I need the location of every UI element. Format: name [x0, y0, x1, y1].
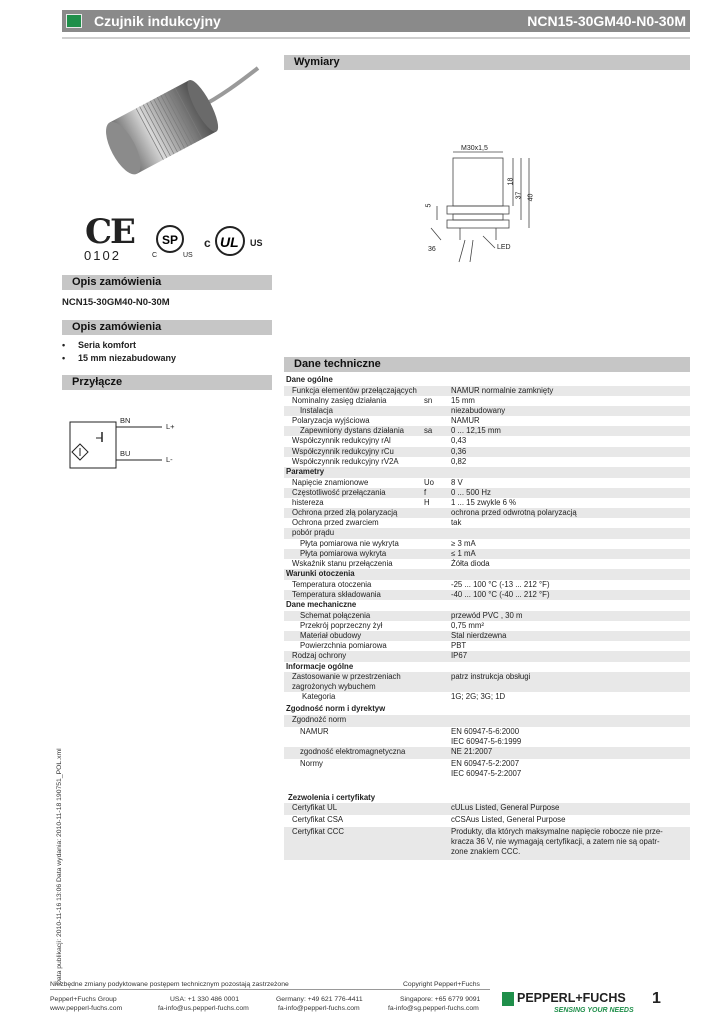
feature-item: • 15 mm niezabudowany	[62, 353, 177, 363]
model-number: NCN15-30GM40-N0-30M	[527, 13, 686, 29]
page-number: 1	[652, 990, 661, 1007]
csa-c-label: C	[152, 252, 158, 259]
group-header: Informacje ogólne	[286, 661, 354, 671]
table-row: Polaryzacja wyjściowa NAMUR	[292, 416, 480, 426]
ce-mark: CE	[85, 212, 134, 252]
table-row: Certyfikat CSA cCSAus Listed, General Purpose	[292, 815, 566, 825]
sensor-photo	[80, 62, 260, 197]
footer-disclaimer: Niezbędne zmiany podyktowane postępem technicznym pozostają zastrzeżone	[50, 981, 289, 988]
table-row: Temperatura składowania -40 ... 100 °C (-40 ... 212 °F)	[284, 590, 690, 600]
group-header: Dane ogólne	[286, 375, 333, 384]
dimension-drawing	[425, 140, 545, 265]
publication-note: Data publikacji: 2010-11-16 13:06 Data wydania: 2010-11-18 190751_POL.xml	[56, 748, 63, 985]
dim-5: 5	[425, 203, 433, 208]
table-row: histereza H 1 ... 15 zwykle 6 %	[292, 497, 517, 507]
order-value: NCN15-30GM40-N0-30M	[62, 297, 170, 308]
table-row: Funkcja elementów przełączających NAMUR normalnie zamknięty	[284, 386, 690, 396]
table-row: Temperatura otoczenia -25 ... 100 °C (-13 ... 212 °F)	[292, 579, 550, 589]
table-row: Współczynnik redukcyjny rV2A 0,82	[292, 456, 467, 466]
dim-36: 36	[428, 246, 436, 253]
tech-table	[284, 375, 690, 860]
table-row: Wskaźnik stanu przełączenia Żółta dioda	[292, 559, 490, 568]
table-row: Normy EN 60947-5-2:2007 IEC 60947-5-2:2007	[300, 758, 522, 778]
group-header: Zgodność norm i dyrektyw	[286, 704, 386, 714]
ul-c-label: c	[204, 236, 211, 250]
table-row: Ochrona przed zwarciem tak	[292, 518, 462, 528]
table-row: Zapewniony dystans działania sa 0 ... 12,15 mm	[284, 426, 690, 436]
table-row: Płyta pomiarowa nie wykryta ≥ 3 mA	[300, 538, 476, 548]
table-row: Certyfikat CCC Produkty, dla których maksymalne napięcie robocze nie prze- kracza 36 V, nie wymagają certyfikacji, a zatem nie są opatr- zone znakiem CCC.	[284, 827, 690, 860]
footer-sg-email[interactable]: fa-info@sg.pepperl-fuchs.com	[388, 1005, 479, 1012]
conn-bu-label: BU	[120, 449, 131, 458]
group-header: Parametry	[284, 467, 690, 478]
table-row: Instalacja niezabudowany	[284, 406, 690, 416]
table-row: Zastosowanie w przestrzeniach zagrożonych wybuchem patrz instrukcja obsługi	[284, 672, 690, 692]
footer-group: Pepperl+Fuchs Group	[50, 996, 117, 1003]
table-row: pobór prądu	[284, 528, 690, 538]
table-row: Schemat połączenia przewód PVC , 30 m	[284, 611, 690, 621]
tech-heading: Dane techniczne	[284, 357, 690, 372]
footer-sg-phone: Singapore: +65 6779 9091	[400, 996, 481, 1003]
table-row: NAMUR EN 60947-5-6:2000 IEC 60947-5-6:1999	[300, 726, 522, 746]
footer-de-email[interactable]: fa-info@pepperl-fuchs.com	[278, 1005, 360, 1012]
ce-number: 0102	[84, 248, 121, 263]
features-heading: Opis zamówienia	[62, 320, 272, 335]
ul-icon	[213, 224, 247, 258]
footer-web-link[interactable]: www.pepperl-fuchs.com	[50, 1005, 123, 1012]
conn-bn-label: BN	[120, 416, 131, 425]
table-row: Materiał obudowy Stal nierdzewna	[284, 631, 690, 641]
table-row: Nominalny zasięg działania sn 15 mm	[292, 395, 475, 405]
logo-tagline: SENSING YOUR NEEDS	[554, 1007, 634, 1014]
footer-copyright: Copyright Pepperl+Fuchs	[403, 981, 480, 988]
feature-item: • Seria komfort	[62, 340, 137, 350]
table-row: Zgodnożć norm	[284, 715, 690, 727]
conn-lplus-label: L+	[166, 422, 175, 431]
table-row: Częstotliwość przełączania f 0 ... 500 Hz	[284, 488, 690, 498]
page-title: Czujnik indukcyjny	[94, 13, 221, 29]
group-header: Zezwolenia i certyfikaty	[288, 792, 376, 802]
group-header: Warunki otoczenia	[284, 569, 690, 580]
ul-us-label: US	[250, 238, 263, 248]
dim-18: 18	[507, 177, 515, 186]
table-row: Napięcie znamionowe Uo 8 V	[292, 477, 463, 487]
dim-37: 37	[515, 191, 523, 200]
table-row: Powierzchnia pomiarowa PBT	[300, 641, 467, 651]
table-row: Przekrój poprzeczny żył 0,75 mm²	[300, 620, 484, 630]
table-row: Współczynnik redukcyjny rAl 0,43	[292, 436, 467, 446]
table-row: Ochrona przed złą polaryzacją ochrona przed odwrotną polaryzacją	[284, 508, 690, 518]
header-divider	[62, 37, 690, 39]
table-row: zgodność elektromagnetyczna NE 21:2007	[284, 747, 690, 759]
table-row: Certyfikat UL cULus Listed, General Purpose	[284, 803, 690, 815]
footer-de-phone: Germany: +49 621 776-4411	[276, 996, 363, 1003]
svg-text:UL: UL	[220, 234, 239, 250]
dim-thread: M30x1,5	[461, 145, 488, 152]
dim-led: LED	[497, 244, 511, 251]
brand-square-icon	[66, 14, 82, 28]
table-gap	[284, 779, 690, 793]
logo-brand: PEPPERL+FUCHS	[517, 991, 626, 1005]
dimensions-heading: Wymiary	[284, 55, 690, 70]
order-heading: Opis zamówienia	[62, 275, 272, 290]
dim-40: 40	[527, 193, 535, 202]
connection-heading: Przyłącze	[62, 375, 272, 390]
footer-usa-email[interactable]: fa-info@us.pepperl-fuchs.com	[158, 1005, 249, 1012]
table-row: Rodzaj ochrony IP67	[284, 651, 690, 661]
table-row: Współczynnik redukcyjny rCu 0,36	[284, 447, 690, 457]
table-row: Kategoria 1G; 2G; 3G; 1D	[302, 692, 506, 701]
svg-text:SP: SP	[162, 233, 179, 247]
footer-divider	[50, 989, 490, 990]
footer-usa-phone: USA: +1 330 486 0001	[170, 996, 239, 1003]
group-header: Dane mechaniczne	[286, 600, 357, 610]
title-bar	[62, 10, 690, 32]
pepperl-fuchs-logo	[502, 990, 642, 1018]
logo-icon	[502, 992, 514, 1006]
conn-lminus-label: L-	[166, 455, 173, 464]
csa-us-label: US	[183, 252, 193, 259]
table-row: Płyta pomiarowa wykryta ≤ 1 mA	[284, 549, 690, 559]
